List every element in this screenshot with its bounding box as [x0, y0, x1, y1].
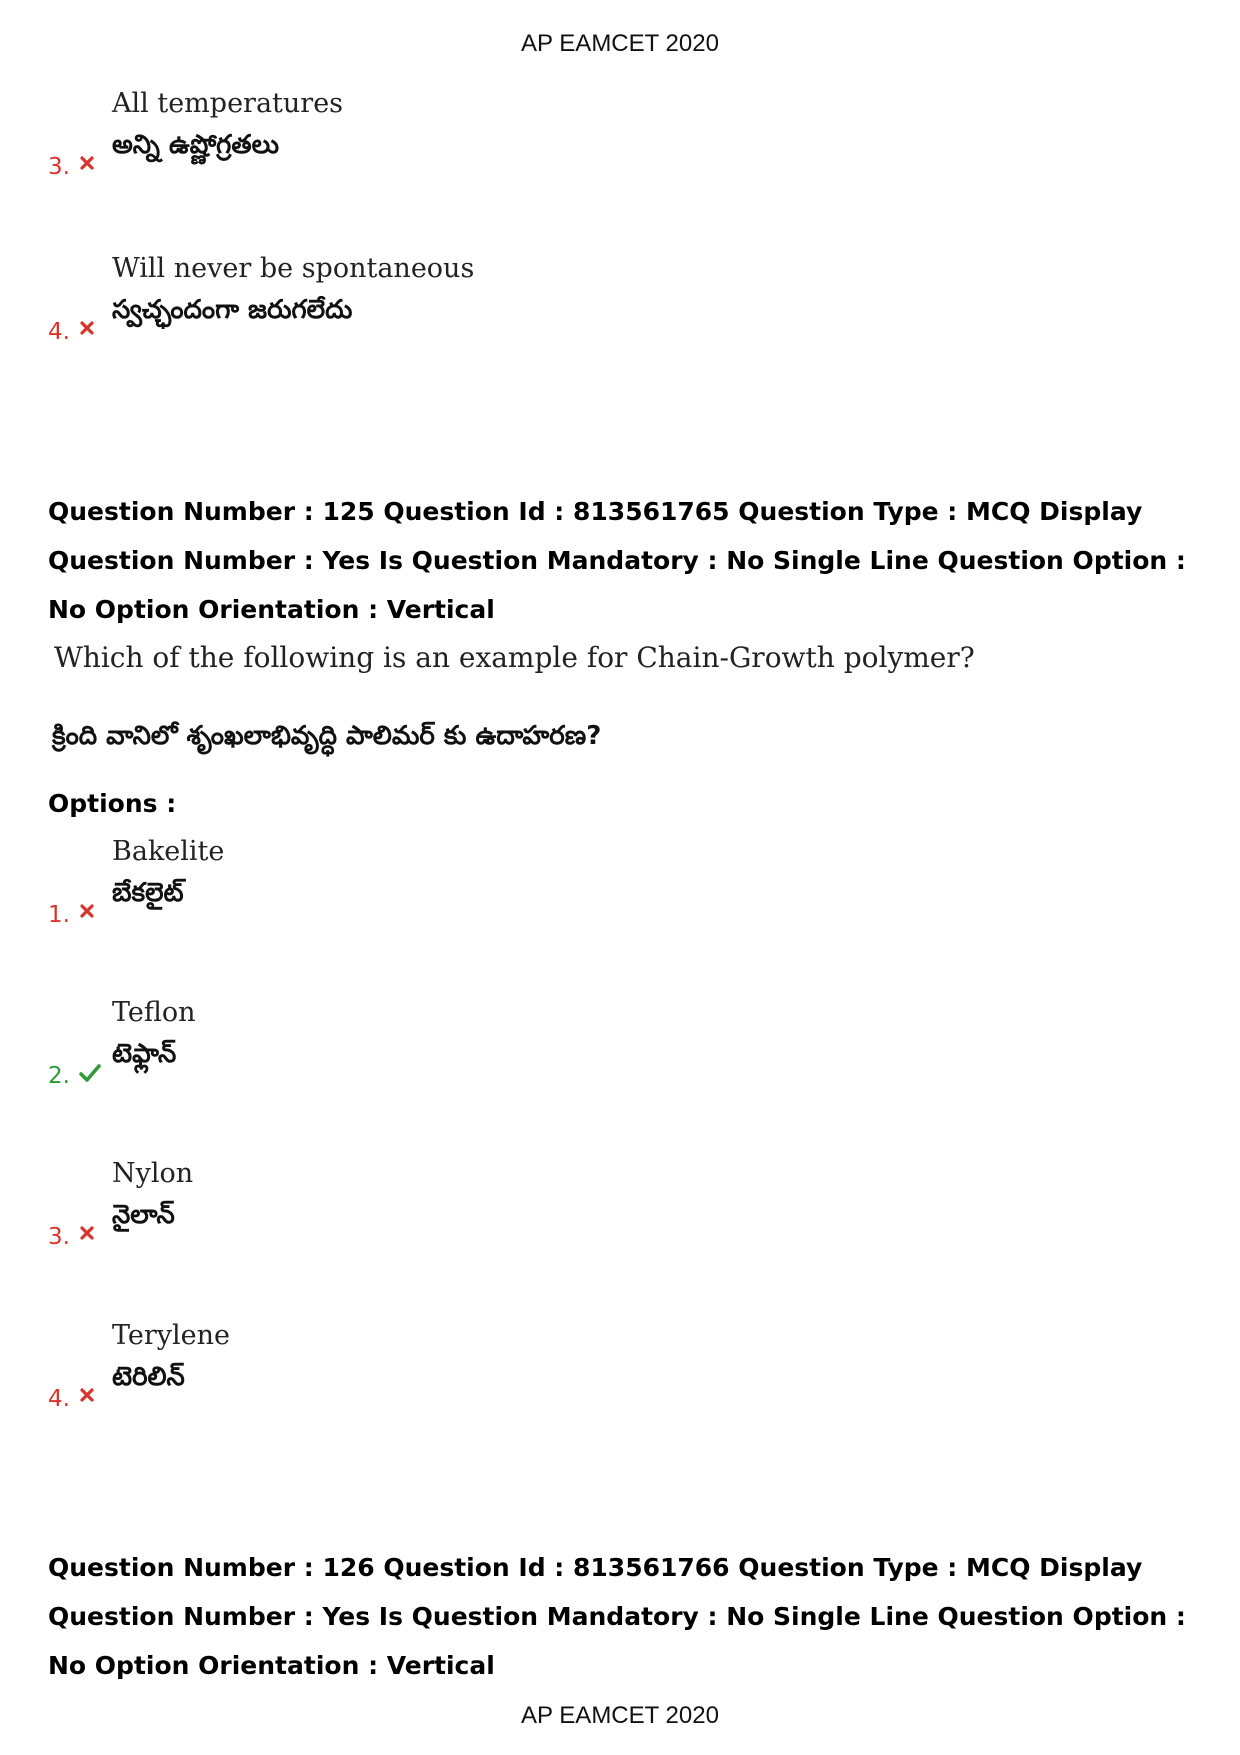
- option-number: 3.: [48, 1224, 70, 1250]
- option-english-text: Terylene: [112, 1320, 231, 1351]
- options-label: Options :: [48, 789, 177, 818]
- option-number: 4.: [48, 1386, 70, 1412]
- question-126-meta: Question Number : 126 Question Id : 813561766 Question Type : MCQ Display Question Number : Yes Is Question Mandatory : No Single Line Question Option : No Option Orientation : Vertical: [48, 1553, 1186, 1680]
- option-english-text: All temperatures: [112, 88, 344, 119]
- cross-icon: [78, 154, 96, 176]
- cross-icon: [78, 319, 96, 341]
- option-number: 2.: [48, 1063, 70, 1089]
- question-text-telugu: క్రింది వానిలో శృంఖలాభివృద్ధి పాలిమర్ కు ఉదాహరణ?: [52, 721, 602, 751]
- option-telugu-text: బేకలైట్: [112, 878, 184, 908]
- option-number: 3.: [48, 154, 70, 180]
- option-english-text: Nylon: [112, 1158, 194, 1189]
- option-telugu-text: అన్ని ఉష్ణోగ్రతలు: [112, 130, 280, 160]
- check-icon: [78, 1063, 102, 1087]
- option-english-text: Teflon: [112, 997, 196, 1028]
- page-footer: AP EAMCET 2020: [521, 1702, 719, 1729]
- option-telugu-text: నైలాన్: [112, 1200, 175, 1230]
- option-english-text: Bakelite: [112, 836, 225, 867]
- option-telugu-text: టెఫ్లాన్: [112, 1039, 177, 1069]
- question-text-english: Which of the following is an example for Chain-Growth polymer?: [54, 641, 975, 674]
- option-english-text: Will never be spontaneous: [112, 253, 475, 284]
- page-header: AP EAMCET 2020: [521, 30, 719, 57]
- cross-icon: [78, 1386, 96, 1408]
- cross-icon: [78, 1224, 96, 1246]
- question-125-meta: Question Number : 125 Question Id : 813561765 Question Type : MCQ Display Question Number : Yes Is Question Mandatory : No Single Line Question Option : No Option Orientation : Vertical: [48, 497, 1186, 624]
- cross-icon: [78, 902, 96, 924]
- option-telugu-text: టెరిలిన్: [112, 1362, 185, 1392]
- option-telugu-text: స్వచ్ఛందంగా జరుగలేదు: [112, 295, 353, 325]
- option-number: 1.: [48, 902, 70, 928]
- option-number: 4.: [48, 319, 70, 345]
